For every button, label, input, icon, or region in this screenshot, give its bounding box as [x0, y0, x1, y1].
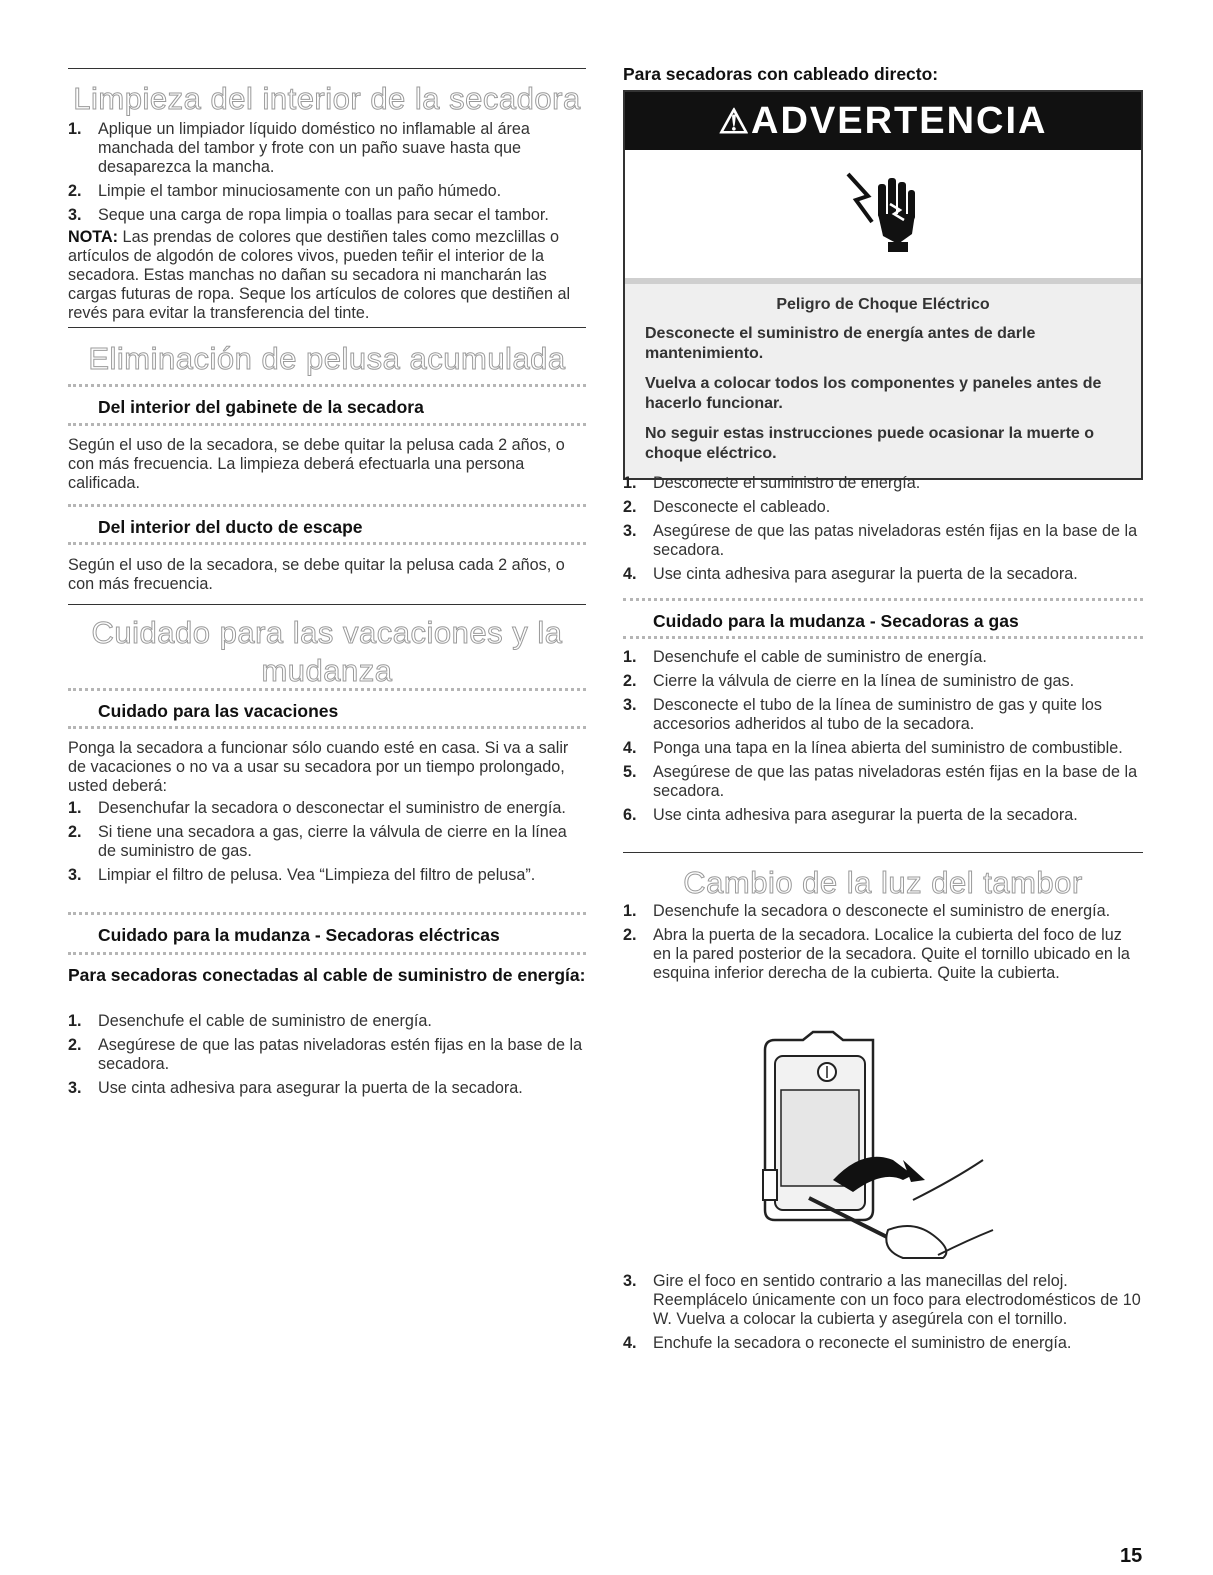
electric-steps — [68, 1012, 586, 1103]
page-number: 15 — [1120, 1545, 1143, 1567]
list-item: 6. Use cinta adhesiva para asegurar la puerta de la secadora. — [623, 806, 1078, 824]
drum-light-steps-b — [623, 1272, 1143, 1358]
dotted-divider — [68, 688, 586, 691]
list-item: 1. Desconecte el suministro de energía. — [623, 474, 921, 492]
warning-triangle-icon: ⚠ — [718, 103, 751, 141]
list-item: 5. Asegúrese de que las patas niveladoras estén fijas en la base de la secadora. — [623, 763, 1138, 800]
drum-light-cover-illustration — [753, 1030, 1023, 1260]
list-item: 1. Desenchufe el cable de suministro de energía. — [68, 1012, 432, 1030]
subhead-cord-connected: Para secadoras conectadas al cable de suministro de energía: — [68, 965, 586, 985]
warning-text — [625, 284, 1141, 478]
note-paragraph: NOTA: Las prendas de colores que destiñen tales como mezclillas o artículos de algodón de colores vivos, pueden teñir el interior de la secadora. Estas manchas no dañan su secadora ni mancharán las cargas futuras de ropa. Seque los artículos de colores que destiñen al revés para evitar la transferencia del tinte. — [68, 228, 571, 322]
warning-line: Vuelva a colocar todos los componentes y paneles antes de hacerlo funcionar. — [645, 375, 1102, 412]
electric-shock-hand-icon — [838, 164, 928, 254]
dotted-divider — [68, 912, 586, 915]
list-item: 3. Desconecte el tubo de la línea de suministro de gas y quite los accesorios adheridos al tubo de la secadora. — [623, 696, 1103, 733]
section-title-cleaning: Limpieza del interior de la secadora — [73, 81, 581, 116]
list-item: 1. Desenchufar la secadora o desconectar el suministro de energía. — [68, 799, 566, 817]
list-item: 3. Limpiar el filtro de pelusa. Vea “Limpieza del filtro de pelusa”. — [68, 866, 536, 884]
list-item: 3. Gire el foco en sentido contrario a las manecillas del reloj. Reemplácelo únicamente con un foco para electrodomésticos de 10 W. Vuelva a colocar la cubierta y asegúrela con el tornillo. — [623, 1272, 1141, 1328]
warning-line: Desconecte el suministro de energía antes de darle mantenimiento. — [645, 325, 1036, 362]
list-item: 2. Si tiene una secadora a gas, cierre la válvula de cierre en la línea de suministro de gas. — [68, 823, 567, 860]
dotted-divider — [68, 423, 586, 426]
duct-paragraph: Según el uso de la secadora, se debe quitar la pelusa cada 2 años, o con más frecuencia. — [68, 556, 565, 593]
direct-wire-steps — [623, 474, 1143, 589]
subhead-direct-wire: Para secadoras con cableado directo: — [623, 64, 939, 84]
list-item: 2. Limpie el tambor minuciosamente con un paño húmedo. — [68, 182, 502, 200]
hazard-title: Peligro de Choque Eléctrico — [776, 296, 990, 313]
dotted-divider — [623, 598, 1143, 601]
subhead-moving-gas: Cuidado para la mudanza - Secadoras a gas — [653, 611, 1019, 631]
dotted-divider — [68, 952, 586, 955]
list-item: 2. Asegúrese de que las patas niveladoras estén fijas en la base de la secadora. — [68, 1036, 583, 1073]
section-rule — [68, 604, 586, 605]
list-item: 2. Cierre la válvula de cierre en la línea de suministro de gas. — [623, 672, 1075, 690]
warning-banner: ⚠ADVERTENCIA — [625, 92, 1141, 150]
list-item: 1. Desenchufe el cable de suministro de energía. — [623, 648, 987, 666]
list-item: 3. Asegúrese de que las patas niveladoras estén fijas en la base de la secadora. — [623, 522, 1138, 559]
list-item: 1. Desenchufe la secadora o desconecte el suministro de energía. — [623, 902, 1111, 920]
subhead-vacation: Cuidado para las vacaciones — [98, 701, 339, 721]
section-title-vacation: Cuidado para las vacaciones y la mudanza — [91, 615, 563, 688]
warning-box — [623, 90, 1143, 480]
section-title-drum-light: Cambio de la luz del tambor — [683, 865, 1083, 900]
dotted-divider — [623, 636, 1143, 639]
dotted-divider — [68, 542, 586, 545]
warning-line: No seguir estas instrucciones puede ocasionar la muerte o choque eléctrico. — [645, 425, 1095, 462]
list-item: 4. Ponga una tapa en la línea abierta del suministro de combustible. — [623, 739, 1123, 757]
section-rule — [68, 327, 586, 328]
list-item: 3. Use cinta adhesiva para asegurar la puerta de la secadora. — [68, 1079, 523, 1097]
dotted-divider — [68, 504, 586, 507]
list-item: 4. Enchufe la secadora o reconecte el suministro de energía. — [623, 1334, 1072, 1352]
gas-steps — [623, 648, 1143, 830]
section-rule — [623, 852, 1143, 853]
subhead-duct: Del interior del ducto de escape — [98, 517, 363, 537]
list-item: 3. Seque una carga de ropa limpia o toallas para secar el tambor. — [68, 206, 549, 224]
vacation-paragraph: Ponga la secadora a funcionar sólo cuando esté en casa. Si va a salir de vacaciones o no va a usar su secadora por un tiempo prolongado, usted deberá: — [68, 739, 569, 795]
drum-light-steps-a — [623, 902, 1143, 988]
section-title-lint: Eliminación de pelusa acumulada — [88, 341, 566, 376]
section-rule — [68, 68, 586, 69]
vacation-steps — [68, 799, 586, 890]
list-item: 2. Desconecte el cableado. — [623, 498, 831, 516]
shock-hazard-area — [625, 150, 1141, 284]
cleaning-steps — [68, 120, 586, 230]
cabinet-paragraph: Según el uso de la secadora, se debe quitar la pelusa cada 2 años, o con más frecuencia. La limpieza deberá efectuarla una persona calificada. — [68, 436, 565, 492]
list-item: 1. Aplique un limpiador líquido doméstico no inflamable al área manchada del tambor y frote con un paño suave hasta que desaparezca la mancha. — [68, 120, 530, 176]
dotted-divider — [68, 726, 586, 729]
list-item: 2. Abra la puerta de la secadora. Localice la cubierta del foco de luz en la pared posterior de la secadora. Quite el tornillo ubicado en la esquina inferior derecha de la cubierta. Quite la cubierta. — [623, 926, 1130, 982]
list-item: 4. Use cinta adhesiva para asegurar la puerta de la secadora. — [623, 565, 1078, 583]
dotted-divider — [68, 384, 586, 387]
subhead-cabinet: Del interior del gabinete de la secadora — [98, 397, 424, 417]
subhead-moving-electric: Cuidado para la mudanza - Secadoras eléctricas — [98, 925, 500, 945]
